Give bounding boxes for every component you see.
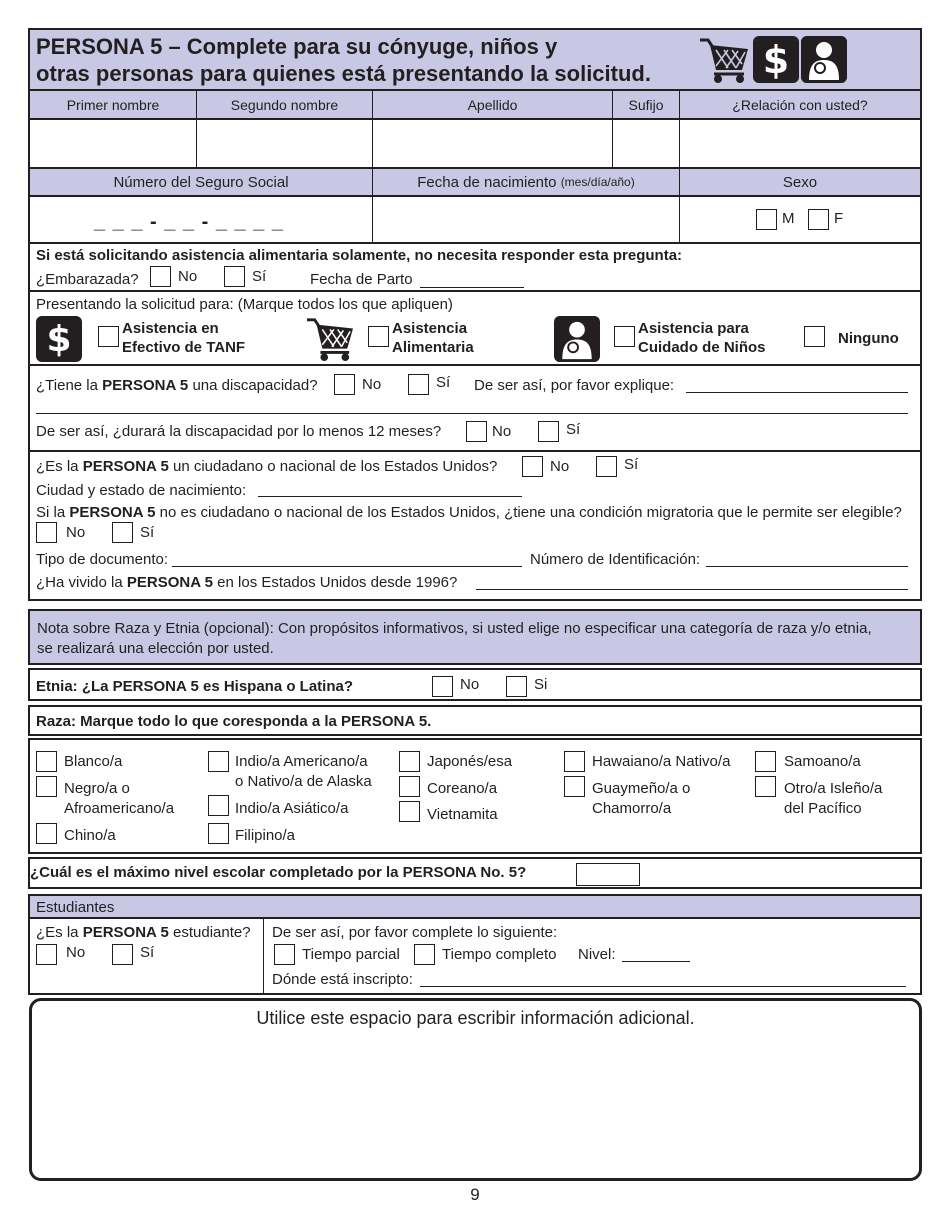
- pregnant-yes-label: Sí: [252, 268, 267, 285]
- tanf-checkbox[interactable]: [98, 326, 119, 347]
- pregnancy-section: [28, 242, 922, 292]
- ssn-mask: _ _ _ - _ _ - _ _ _ _: [94, 211, 284, 233]
- dob-header: [373, 169, 680, 195]
- immigration-no-label: No: [66, 524, 86, 541]
- disability-yes-checkbox[interactable]: [408, 374, 429, 395]
- ethnicity-no-label: No: [460, 676, 480, 693]
- first-name-header: Primer nombre: [30, 91, 197, 118]
- disability-explain-label: De ser así, por favor explique:: [474, 377, 675, 394]
- student-yes-checkbox[interactable]: [112, 944, 133, 965]
- ethnicity-question: Etnia: ¿La PERSONA 5 es Hispana o Latina?: [36, 678, 354, 695]
- name-header-row: [28, 89, 922, 120]
- childcare-icon: [801, 36, 847, 83]
- tanf-label-2: Efectivo de TANF: [122, 339, 246, 356]
- disability-section: [28, 364, 922, 452]
- ethnicity-no-checkbox[interactable]: [432, 676, 453, 697]
- student-if-yes-label: De ser así, por favor complete lo siguiente:: [272, 924, 558, 941]
- id-header-row: [28, 167, 922, 197]
- duration-no-checkbox[interactable]: [466, 421, 487, 442]
- sex-m-checkbox[interactable]: [756, 209, 777, 230]
- student-no-checkbox[interactable]: [36, 944, 57, 965]
- citizenship-section: [28, 450, 922, 601]
- id-number-label: Número de Identificación:: [530, 551, 701, 568]
- shopping-cart-icon: [698, 36, 750, 84]
- pregnant-question: ¿Embarazada?: [36, 271, 139, 288]
- programs-label: Presentando la solicitud para: (Marque todos los que apliquen): [36, 296, 453, 313]
- race-chino-checkbox[interactable]: [36, 823, 57, 844]
- race-otro-label-2: del Pacífico: [784, 800, 862, 817]
- last-name-header: Apellido: [373, 91, 613, 118]
- race-indio-am-checkbox[interactable]: [208, 751, 229, 772]
- students-header: [28, 894, 922, 919]
- dob-format: (mes/día/año): [560, 175, 635, 189]
- race-guam-checkbox[interactable]: [564, 776, 585, 797]
- disability-duration-question: De ser así, ¿durará la discapacidad por lo menos 12 meses?: [36, 423, 442, 440]
- race-samoano-checkbox[interactable]: [755, 751, 776, 772]
- birthplace-field[interactable]: [258, 496, 522, 497]
- middle-name-field[interactable]: [197, 120, 373, 167]
- none-label: Ninguno: [838, 330, 899, 347]
- dollar-icon: $: [753, 36, 799, 83]
- residency-question: ¿Ha vivido la PERSONA 5 en los Estados Unidos desde 1996?: [36, 574, 458, 591]
- disability-explain-field-2[interactable]: [36, 413, 908, 414]
- education-question: ¿Cuál es el máximo nivel escolar completado por la PERSONA No. 5?: [30, 864, 527, 881]
- childcare-label-2: Cuidado de Niños: [638, 339, 766, 356]
- race-vietnamita-checkbox[interactable]: [399, 801, 420, 822]
- part-time-label: Tiempo parcial: [302, 946, 400, 963]
- race-indio-am-label-2: o Nativo/a de Alaska: [235, 773, 372, 790]
- childcare-program-icon: [554, 316, 600, 362]
- ssn-header: Número del Seguro Social: [30, 169, 373, 195]
- race-question: Raza: Marque todo lo que coresponda a la PERSONA 5.: [36, 713, 432, 730]
- page-subtitle: otras personas para quienes está presentando la solicitud.: [36, 61, 651, 86]
- duration-no-label: No: [492, 423, 512, 440]
- ethnicity-section: [28, 668, 922, 701]
- race-header: [28, 705, 922, 736]
- doc-type-field[interactable]: [172, 566, 522, 567]
- race-indio-as-label: Indio/a Asiático/a: [235, 800, 349, 817]
- race-note-line1: Nota sobre Raza y Etnia (opcional): Con propósitos informativos, si usted elige no especificar una categoría de raza y/o etnia,: [37, 620, 872, 637]
- race-hawaiano-label: Hawaiano/a Nativo/a: [592, 753, 731, 770]
- race-guam-label-2: Chamorro/a: [592, 800, 672, 817]
- immigration-no-checkbox[interactable]: [36, 522, 57, 543]
- enrolled-label: Dónde está inscripto:: [272, 971, 413, 988]
- page-title: PERSONA 5 – Complete para su cónyuge, niños y: [36, 34, 558, 59]
- residency-field[interactable]: [476, 589, 908, 590]
- race-negro-label-1: Negro/a o: [64, 780, 130, 797]
- immigration-question: Si la PERSONA 5 no es ciudadano o nacional de los Estados Unidos, ¿tiene una condición migratoria que le permite ser elegible?: [36, 504, 902, 521]
- level-field[interactable]: [622, 961, 690, 962]
- none-checkbox[interactable]: [804, 326, 825, 347]
- additional-info-box[interactable]: [29, 998, 922, 1181]
- students-divider: [263, 919, 264, 993]
- citizen-yes-label: Sí: [624, 456, 639, 473]
- disability-question: ¿Tiene la PERSONA 5 una discapacidad?: [36, 377, 318, 394]
- race-indio-am-label-1: Indio/a Americano/a: [235, 753, 368, 770]
- relationship-header: ¿Relación con usted?: [732, 96, 868, 113]
- id-input-row: [28, 195, 922, 244]
- ssn-field[interactable]: [30, 197, 373, 242]
- ethnicity-yes-label: Si: [534, 676, 548, 693]
- student-yes-label: Sí: [140, 944, 155, 961]
- pregnant-yes-checkbox[interactable]: [224, 266, 245, 287]
- race-japones-checkbox[interactable]: [399, 751, 420, 772]
- birthplace-label: Ciudad y estado de nacimiento:: [36, 482, 247, 499]
- race-chino-label: Chino/a: [64, 827, 116, 844]
- education-section: [28, 857, 922, 889]
- disability-explain-field[interactable]: [686, 392, 908, 393]
- immigration-yes-label: Sí: [140, 524, 155, 541]
- race-negro-label-2: Afroamericano/a: [64, 800, 175, 817]
- citizen-no-checkbox[interactable]: [522, 456, 543, 477]
- student-no-label: No: [66, 944, 86, 961]
- full-time-checkbox[interactable]: [414, 944, 435, 965]
- additional-info-label: Utilice este espacio para escribir información adicional.: [256, 1008, 695, 1028]
- enrolled-field[interactable]: [420, 986, 906, 987]
- programs-section: [28, 290, 922, 366]
- food-checkbox[interactable]: [368, 326, 389, 347]
- students-section: [28, 917, 922, 995]
- citizen-no-label: No: [550, 458, 570, 475]
- suffix-header: Sufijo: [613, 91, 680, 118]
- food-label-2: Alimentaria: [392, 339, 474, 356]
- race-vietnamita-label: Vietnamita: [427, 806, 498, 823]
- dob-field[interactable]: [373, 197, 680, 242]
- race-otro-label-1: Otro/a Isleño/a: [784, 780, 883, 797]
- ethnicity-yes-checkbox[interactable]: [506, 676, 527, 697]
- race-options: [28, 738, 922, 854]
- citizen-yes-checkbox[interactable]: [596, 456, 617, 477]
- name-input-row: [28, 118, 922, 169]
- race-coreano-label: Coreano/a: [427, 780, 498, 797]
- relationship-field[interactable]: [680, 120, 920, 167]
- race-coreano-checkbox[interactable]: [399, 776, 420, 797]
- food-cart-icon: [304, 316, 356, 362]
- student-question: ¿Es la PERSONA 5 estudiante?: [36, 924, 251, 941]
- race-samoano-label: Samoano/a: [784, 753, 861, 770]
- immigration-yes-checkbox[interactable]: [112, 522, 133, 543]
- form-header: [28, 28, 922, 91]
- race-negro-checkbox[interactable]: [36, 776, 57, 797]
- race-guam-label-1: Guaymeño/a o: [592, 780, 691, 797]
- food-label-1: Asistencia: [392, 320, 468, 337]
- last-name-field[interactable]: [373, 120, 613, 167]
- pregnancy-note: Si está solicitando asistencia alimentaria solamente, no necesita responder esta pregunta:: [36, 247, 683, 264]
- sex-f-checkbox[interactable]: [808, 209, 829, 230]
- education-level-field[interactable]: [576, 863, 640, 886]
- part-time-checkbox[interactable]: [274, 944, 295, 965]
- sex-f-label: F: [834, 210, 844, 227]
- suffix-field[interactable]: [613, 120, 680, 167]
- dob-label: Fecha de nacimiento: [417, 173, 557, 191]
- first-name-field[interactable]: [30, 120, 197, 167]
- race-note: [28, 609, 922, 665]
- due-date-field[interactable]: [420, 287, 524, 288]
- doc-type-label: Tipo de documento:: [36, 551, 169, 568]
- disability-yes-label: Sí: [436, 374, 451, 391]
- race-blanco-label: Blanco/a: [64, 753, 123, 770]
- disability-no-checkbox[interactable]: [334, 374, 355, 395]
- middle-name-header: Segundo nombre: [197, 91, 373, 118]
- race-note-line2: se realizará una elección por usted.: [37, 640, 274, 657]
- race-indio-as-checkbox[interactable]: [208, 795, 229, 816]
- students-title: Estudiantes: [36, 899, 115, 916]
- tanf-dollar-icon: $: [36, 316, 82, 362]
- sex-header: Sexo: [782, 173, 818, 191]
- race-hawaiano-checkbox[interactable]: [564, 751, 585, 772]
- citizen-question: ¿Es la PERSONA 5 un ciudadano o nacional de los Estados Unidos?: [36, 458, 498, 475]
- pregnant-no-label: No: [178, 268, 198, 285]
- sex-m-label: M: [782, 210, 795, 227]
- race-filipino-label: Filipino/a: [235, 827, 296, 844]
- race-blanco-checkbox[interactable]: [36, 751, 57, 772]
- race-japones-label: Japonés/esa: [427, 753, 513, 770]
- page-number: 9: [470, 1185, 480, 1204]
- race-filipino-checkbox[interactable]: [208, 823, 229, 844]
- duration-yes-checkbox[interactable]: [538, 421, 559, 442]
- tanf-label-1: Asistencia en: [122, 320, 219, 337]
- childcare-label-1: Asistencia para: [638, 320, 749, 337]
- childcare-checkbox[interactable]: [614, 326, 635, 347]
- disability-no-label: No: [362, 376, 382, 393]
- due-date-label: Fecha de Parto: [310, 271, 413, 288]
- pregnant-no-checkbox[interactable]: [150, 266, 171, 287]
- full-time-label: Tiempo completo: [442, 946, 557, 963]
- level-label: Nivel:: [578, 946, 616, 963]
- race-otro-checkbox[interactable]: [755, 776, 776, 797]
- id-number-field[interactable]: [706, 566, 908, 567]
- duration-yes-label: Sí: [566, 421, 581, 438]
